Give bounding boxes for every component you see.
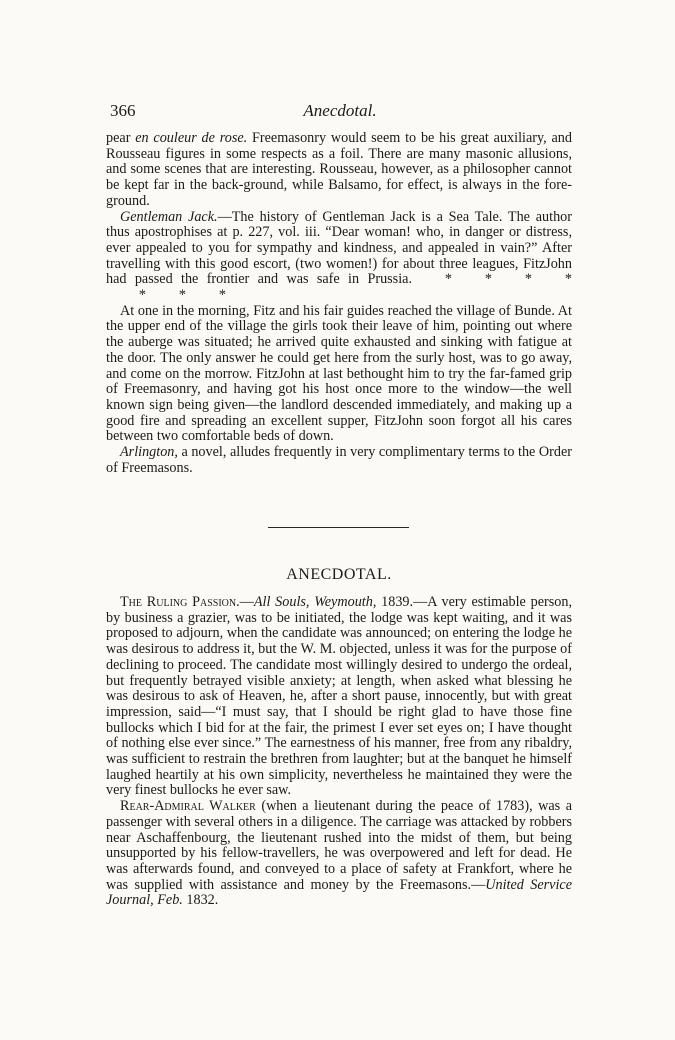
page-header [110, 101, 570, 125]
top-text-block [106, 131, 572, 476]
lodge-place: All Souls, Weymouth, [253, 594, 377, 610]
section-title: ANECDOTAL. [286, 566, 392, 583]
paragraph-ruling-passion: The Ruling Passion.—All Souls, Weymouth, 1839.—A very estimable person, by business a grazier, was to be initiated, the lodge was kept waiting, and it was proposed to adjourn, when the candidate was announced; on entering the lodge he was desirous to address it, but the W. M. objected, unless it was for the purpose of declining to proceed. The candidate most willingly desired to undergo the ordeal, but frequently betrayed visible anxiety; at length, when asked what blessing he was desirous to ask of Heaven, he, after a short pause, innocently, but with great impression, said—“I must say, that I should be right glad to have those fine bullocks which I bid for at the fair, the primest I ever set eyes on; I have thought of nothing else ever since.” The earnestness of his manner, free from any ribaldry, was sufficient to restrain the brethren from laughter; but at the banquet he himself laughed heartily at his own simplicity, nevertheless he maintained they were the very finest bullocks he ever saw. [106, 594, 572, 799]
paragraph-balsamo-continued: pear en couleur de rose. Freemasonry would seem to be his great auxiliary, and Rousseau figures in some respects as a foil. There are many masonic allusions, and some scenes that are interesting. Rousseau, however, as a philosopher cannot be kept far in the back-ground, while Balsamo, for effect, is always in the fore-ground. [106, 130, 572, 209]
bottom-text-block [106, 595, 572, 909]
work-title-gentleman-jack: Gentleman Jack. [120, 208, 218, 225]
paragraph-arlington: Arlington, a novel, alludes frequently in very complimentary terms to the Order of Freemasons. [106, 444, 572, 476]
page-number: 366 [110, 101, 136, 120]
anecdote-heading-admiral: Rear-Admiral Walker [120, 798, 256, 815]
paragraph-rear-admiral: Rear-Admiral Walker (when a lieutenant during the peace of 1783), was a passenger with several others in a diligence. The carriage was attacked by robbers near Aschaffenbourg, the lieutenant rushed into the midst of them, but being unsupported by his fellow-travellers, he was overpowered and left for dead. He was afterwards found, and conveyed to a place of safety at Frankfort, where he was supplied with assistance and money by the Freemasons.—United Service Journal, Feb. 1832. [106, 798, 573, 909]
running-title: Anecdotal. [303, 101, 377, 120]
asterisk-break: * * * ** * * [138, 271, 572, 304]
work-title-arlington: Arlington, [120, 444, 178, 461]
anecdote-heading: The Ruling Passion. [120, 594, 240, 610]
section-divider [268, 527, 409, 528]
paragraph-bunde: At one in the morning, Fitz and his fair guides reached the village of Bunde. At the upper end of the village the girls took their leave of him, pointing out where the auberge was situated; he arrived quite exhausted and sinking with fatigue at the door. The only answer he could get here from the surly host, was to go away, and come on the morrow. FitzJohn at last bethought him to try the far-famed grip of Freemasonry, and having got his host once more to the window—the well known sign being given—the landlord descended immediately, and making up a good fire and spreading an excellent supper, FitzJohn soon forgot all his cares between two comfortable beds of down. [106, 302, 572, 445]
source-citation: United Service Journal, Feb. [106, 876, 573, 909]
paragraph-gentleman-jack: Gentleman Jack.—The history of Gentleman Jack is a Sea Tale. The author thus apostrophises at p. 227, vol. iii. “Dear woman! who, in danger or distress, ever appealed to you for sympathy and kindness, and appealed in vain?” After travelling with this good escort, (two women!) for about three leagues, FitzJohn had passed the frontier and was safe in Prussia. * * * ** * * [106, 208, 572, 304]
